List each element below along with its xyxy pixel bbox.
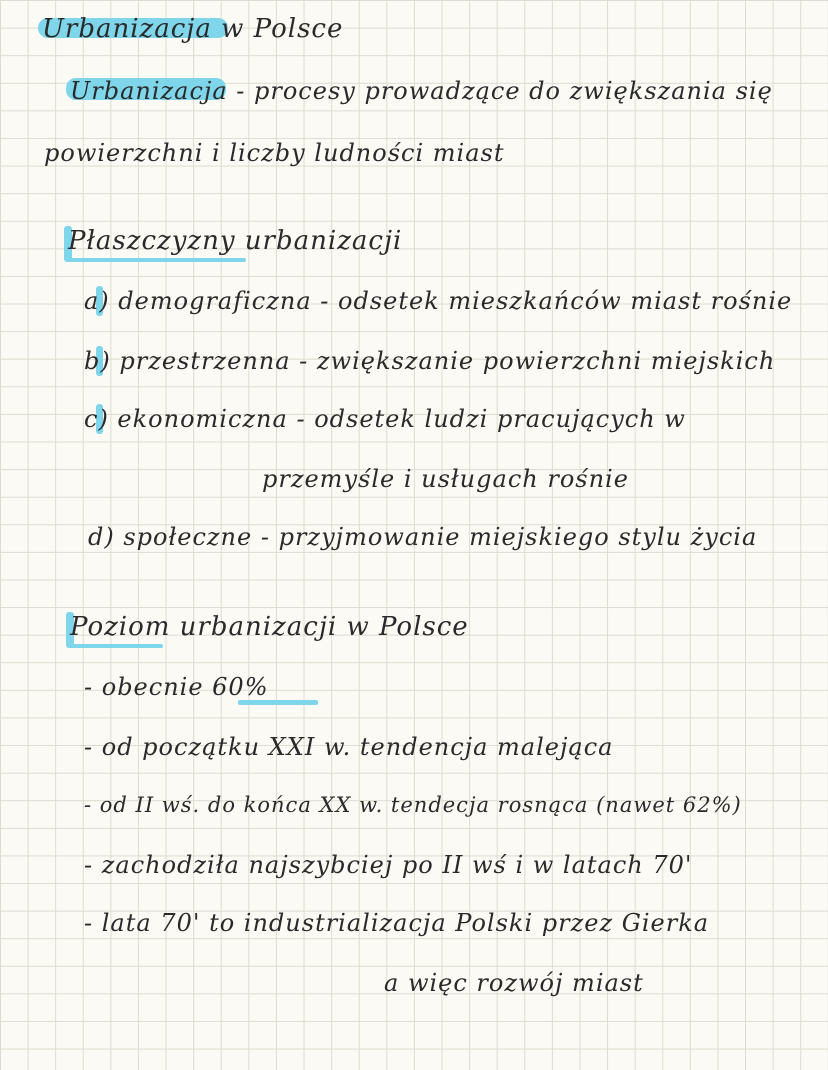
- heading-underline-1: [66, 258, 246, 262]
- list-item: - obecnie 60%: [84, 673, 269, 701]
- section-heading-planes: Płaszczyzny urbanizacji: [68, 226, 403, 256]
- definition-line-1: [70, 76, 773, 106]
- list-item: c) ekonomiczna - odsetek ludzi pracujących w: [84, 405, 686, 433]
- list-item: - lata 70' to industrializacja Polski przez Gierka: [84, 909, 710, 937]
- heading-underline-2: [68, 644, 163, 648]
- list-item: - od początku XXI w. tendencja malejąca: [84, 733, 614, 761]
- list-item: d) społeczne - przyjmowanie miejskiego stylu życia: [88, 523, 758, 551]
- definition-text: - procesy prowadzące do zwiększania się: [227, 77, 773, 105]
- definition-line-2: powierzchni i liczby ludności miast: [44, 139, 505, 167]
- list-item: - zachodziła najszybciej po II wś i w latach 70': [84, 851, 693, 879]
- section-heading-level: Poziom urbanizacji w Polsce: [70, 612, 469, 642]
- list-item: a) demograficzna - odsetek mieszkańców miast rośnie: [84, 287, 793, 315]
- list-item: - od II wś. do końca XX w. tendecja rosnąca (nawet 62%): [84, 793, 742, 817]
- list-item: b) przestrzenna - zwiększanie powierzchni miejskich: [84, 347, 776, 375]
- list-item: przemyśle i usługach rośnie: [262, 465, 629, 493]
- definition-term: Urbanizacja: [70, 77, 228, 105]
- list-item: a więc rozwój miast: [384, 969, 644, 997]
- page-title: Urbanizacja w Polsce: [42, 14, 344, 44]
